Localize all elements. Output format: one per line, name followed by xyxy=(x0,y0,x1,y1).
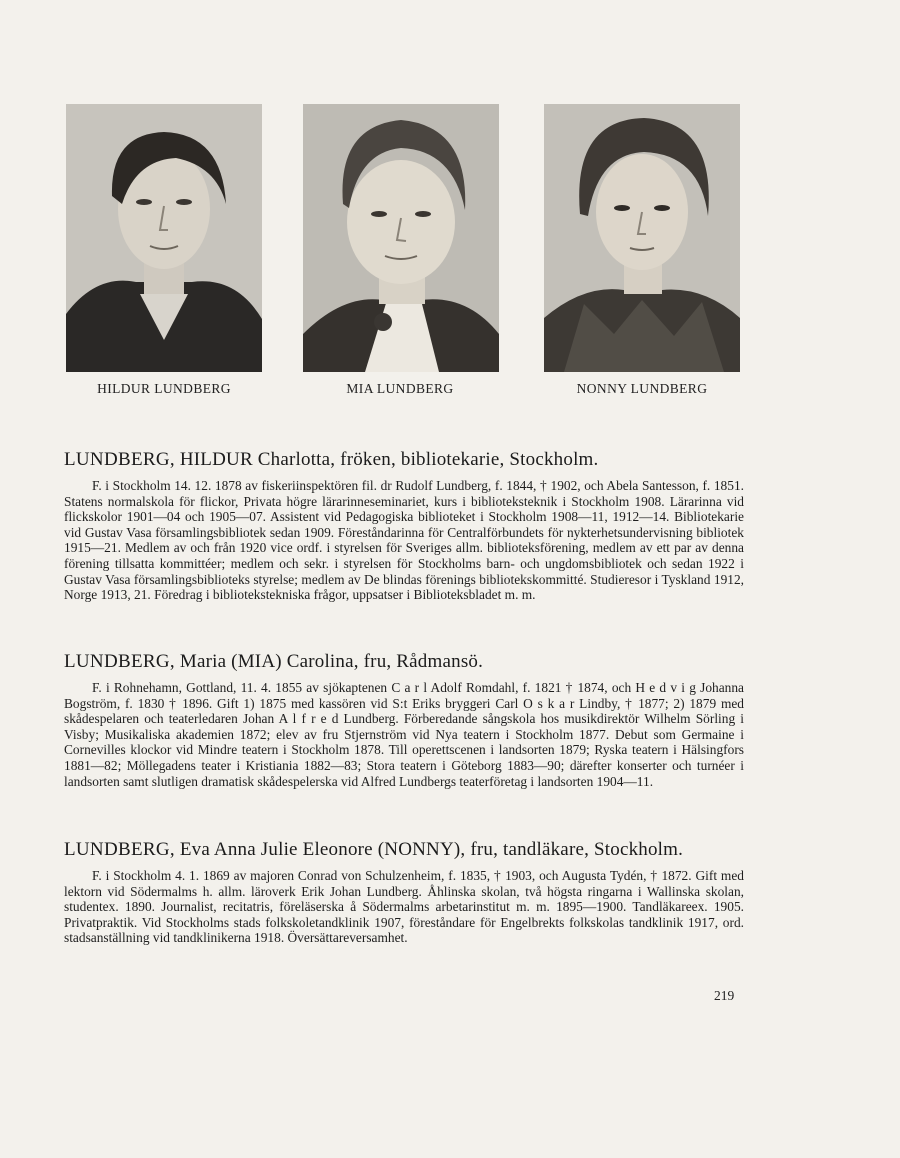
entry-heading-rest: Eva Anna Julie Eleonore (NONNY), fru, tandläkare, Stockholm. xyxy=(179,839,684,860)
entry-body: F. i Rohnehamn, Gottland, 11. 4. 1855 av sjökaptenen C a r l Adolf Romdahl, f. 1821 † 1874, och H e d v i g Johanna Bogström, f. 1830 † 1896. Gift 1) 1875 med kassören vid S:t Eriks bryggeri Carl O s k a r Lindby, † 1877; 2) 1879 med skådespelaren och teaterledaren Johan A l f r e d Lundberg. Förberedande sångskola hos musikdirektör Wilhelm Sörling i Visby; Musikaliska akademien 1872; elev av fru Stjernström vid Nya teatern i Stockholm 1877. Debut som Germaine i Cornevilles klockor vid Mindre teatern i Stockholm 1878. Till operettscenen i landsorten 1879; Ryska teatern i Hälsingfors 1881—82; Möllegadens teater i Kristiania 1882—83; Stora teatern i Göteborg 1883—90; därefter konserter och turnéer i landsorten samt slutligen dramatisk skådespelerska vid Alfred Lundbergs teaterföretag i landsorten 1904—11. xyxy=(64,680,744,789)
entry-surname: LUNDBERG, xyxy=(64,651,175,672)
entry-body: F. i Stockholm 14. 12. 1878 av fiskeriinspektören fil. dr Rudolf Lundberg, f. 1844, † 1902, och Abela Santesson, f. 1851. Statens normalskola för flickor, Privata högre lärarinneseminariet, kurs i biblioteksteknik i Stockholm 1908. Lärarinna vid flickskolor 1901—04 och 1905—07. Assistent vid Pedagogiska biblioteket i Stockholm 1908—11, 1912—14. Bibliotekarie vid Gustav Vasa församlingsbibliotek sedan 1909. Föreståndarinna för Centralförbundets för nykterhetsundervisning bibliotek 1915—21. Medlem av och från 1920 vice ordf. i styrelsen för Sveriges allm. biblioteksförening, medlem av ett par av denna förening tillsatta kommittéer; medlem och sekr. i styrelsen för Stockholms barn- och ungdomsbibliotek och sedan 1922 i Gustav Vasa församlingsbiblioteks styrelse; medlem av De blindas förenings bibliotekskommitté. Studieresor i Tyskland 1912, Norge 1913, 21. Föredrag i bibliotekstekniska frågor, uppsatser i Biblioteksbladet m. m. xyxy=(64,478,744,603)
portrait-caption-mia: MIA LUNDBERG xyxy=(346,381,454,396)
entry-body: F. i Stockholm 4. 1. 1869 av majoren Conrad von Schulzenheim, f. 1835, † 1903, och Augusta Tydén, † 1872. Gift med lektorn vid Södermalms h. allm. läroverk Erik Johan Lundberg. Åhlinska skolan, två högsta ringarna i Wallinska skolan, studentex. 1890. Journalist, recitatris, föreläserska å Södermalms arbetarinstitut m. m. 1895—1900. Tandläkareex. 1905. Privatpraktik. Vid Stockholms stads folkskoletandklinik 1907, föreståndare för Engelbrekts folkskolas tandklinik 1917, ord. stadsanställning vid tandklinikerna 1918. Översättareversamhet. xyxy=(64,868,744,946)
biography-entry-hildur xyxy=(64,448,744,603)
page-number: 219 xyxy=(714,988,735,1003)
biography-entry-nonny xyxy=(64,838,744,946)
portrait-caption-nonny: NONNY LUNDBERG xyxy=(576,381,708,396)
biography-entry-mia xyxy=(64,650,744,789)
entry-heading-rest: Maria (MIA) Carolina, fru, Rådmansö. xyxy=(179,651,484,672)
entry-surname: LUNDBERG, xyxy=(64,449,175,470)
entry-heading-rest: HILDUR Charlotta, fröken, bibliotekarie, Stockholm. xyxy=(179,449,599,470)
entry-surname: LUNDBERG, xyxy=(64,839,175,860)
entry-heading xyxy=(64,448,744,472)
portrait-photo-mia xyxy=(303,104,499,372)
entry-heading xyxy=(64,650,744,674)
portrait-caption-hildur: HILDUR LUNDBERG xyxy=(97,381,231,396)
portrait-photo-hildur xyxy=(66,104,262,372)
entry-heading xyxy=(64,838,744,862)
portrait-photo-nonny xyxy=(544,104,740,372)
